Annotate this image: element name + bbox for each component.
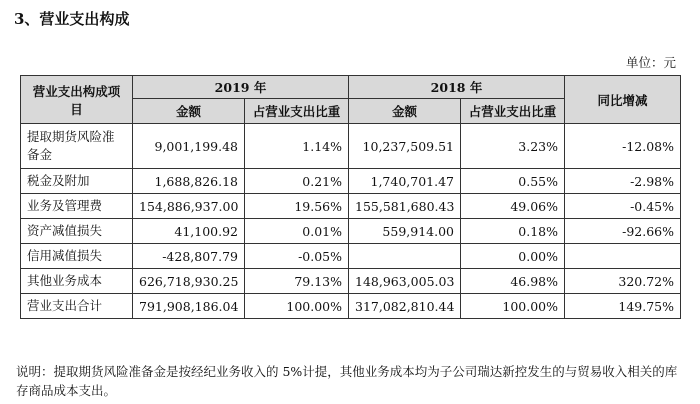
section-heading: 3、营业支出构成 [14,10,130,28]
header-row-years [21,76,681,99]
header-item: 营业支出构成项目 [21,76,133,124]
share-2018: 0.18% [461,219,565,244]
yoy-change: 149.75% [565,294,681,319]
table-row [21,244,681,269]
table-note: 说明：提取期货风险准备金是按经纪业务收入的 5%计提，其他业务成本均为子公司瑞达新控发生的与贸易收入相关的库存商品成本支出。 [16,364,678,398]
table-row [21,169,681,194]
expense-composition-table [20,75,681,319]
row-item: 税金及附加 [21,169,133,194]
amount-2019: 791,908,186.04 [133,294,245,319]
share-2019: 19.56% [245,194,349,219]
share-2019: -0.05% [245,244,349,269]
amount-2019: 9,001,199.48 [133,124,245,169]
amount-2018: 148,963,005.03 [349,269,461,294]
row-item: 业务及管理费 [21,194,133,219]
share-2018: 0.55% [461,169,565,194]
amount-2019: 154,886,937.00 [133,194,245,219]
table-row [21,269,681,294]
amount-2018: 155,581,680.43 [349,194,461,219]
yoy-change: -2.98% [565,169,681,194]
header-yoy: 同比增减 [565,76,681,124]
amount-2018: 10,237,509.51 [349,124,461,169]
table-row [21,219,681,244]
amount-2018 [349,244,461,269]
amount-2019: -428,807.79 [133,244,245,269]
share-2019: 0.21% [245,169,349,194]
yoy-change [565,244,681,269]
unit-label: 单位：元 [625,55,676,70]
header-year-2018: 2018 年 [349,76,565,99]
amount-2019: 1,688,826.18 [133,169,245,194]
row-item: 提取期货风险准备金 [21,124,133,169]
table-row-total [21,294,681,319]
yoy-change: 320.72% [565,269,681,294]
row-item: 信用减值损失 [21,244,133,269]
share-2018: 3.23% [461,124,565,169]
header-share-2018: 占营业支出比重 [461,99,565,124]
table-row [21,194,681,219]
yoy-change: -12.08% [565,124,681,169]
header-year-2019: 2019 年 [133,76,349,99]
share-2019: 0.01% [245,219,349,244]
share-2018: 49.06% [461,194,565,219]
header-amount-2018: 金额 [349,99,461,124]
row-item: 营业支出合计 [21,294,133,319]
share-2019: 1.14% [245,124,349,169]
amount-2018: 559,914.00 [349,219,461,244]
row-item: 资产减值损失 [21,219,133,244]
amount-2019: 626,718,930.25 [133,269,245,294]
share-2018: 100.00% [461,294,565,319]
yoy-change: -0.45% [565,194,681,219]
amount-2018: 1,740,701.47 [349,169,461,194]
share-2019: 79.13% [245,269,349,294]
table-row [21,124,681,169]
share-2018: 46.98% [461,269,565,294]
amount-2018: 317,082,810.44 [349,294,461,319]
yoy-change: -92.66% [565,219,681,244]
header-amount-2019: 金额 [133,99,245,124]
amount-2019: 41,100.92 [133,219,245,244]
row-item: 其他业务成本 [21,269,133,294]
share-2019: 100.00% [245,294,349,319]
header-share-2019: 占营业支出比重 [245,99,349,124]
share-2018: 0.00% [461,244,565,269]
